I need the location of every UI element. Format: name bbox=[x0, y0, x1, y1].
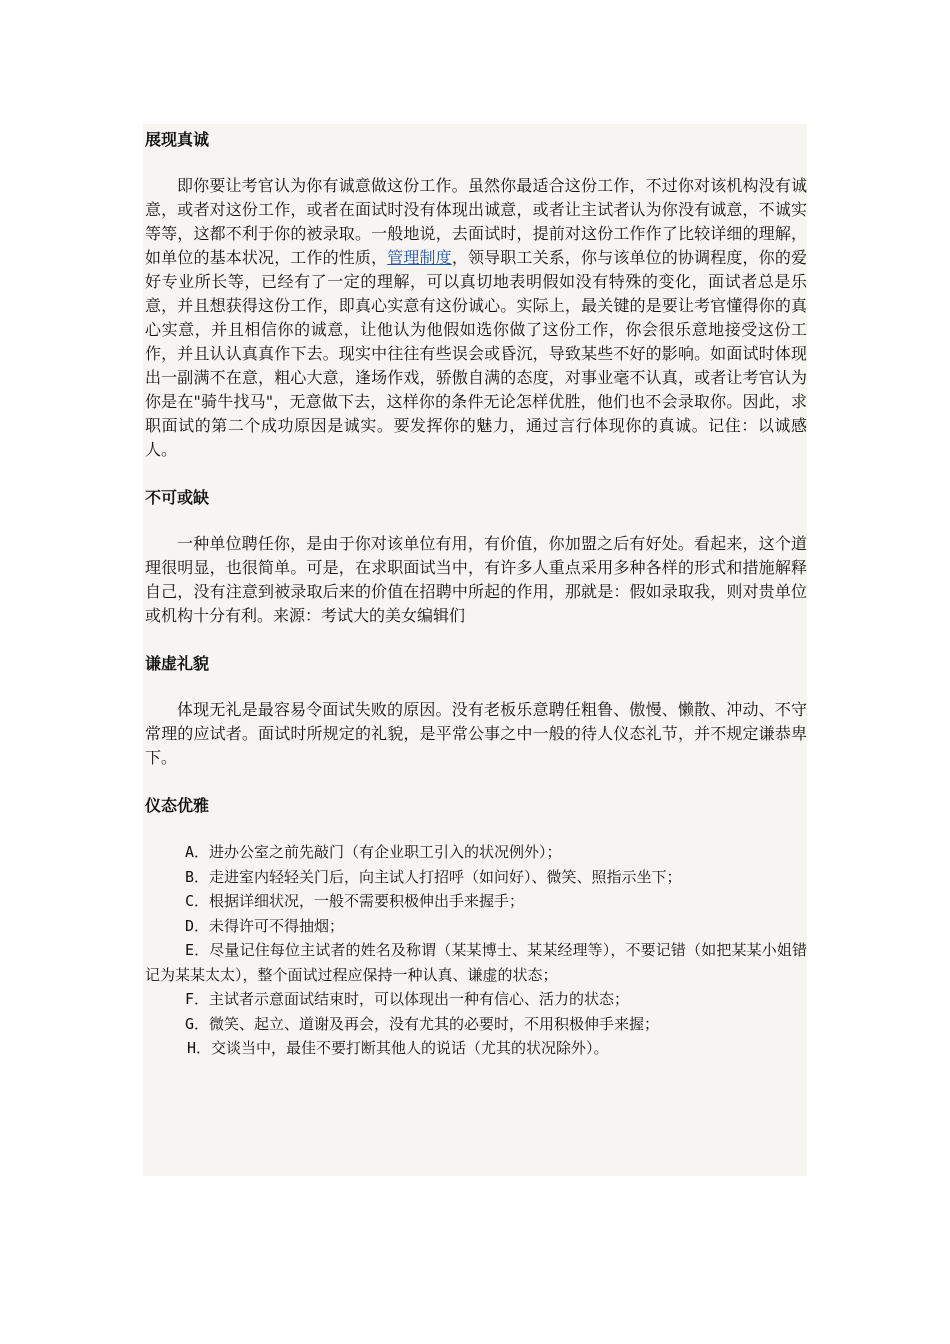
section-heading-sincerity: 展现真诚 bbox=[145, 130, 210, 149]
section-heading-elegance: 仪态优雅 bbox=[145, 796, 210, 815]
list-item: F．主试者示意面试结束时，可以体现出一种有信心、活力的状态； bbox=[185, 990, 630, 1008]
paragraph-text: 即你要让考官认为你有诚意做这份工作。虽然你最适合这份工作，不过你对该机构没有诚意，或者对这份工作，或者在面试时没有体现出诚意，或者让主试者认为你没有诚意，不诚实等等，这都不利于你的被录取。一般地说，去面试时，提前对这份工作作了比较详细的理解，如单位的基本状况，工作的性质， bbox=[145, 176, 807, 267]
list-item: G．微笑、起立、道谢及再会，没有尤其的必要时，不用积极伸手来握； bbox=[185, 1014, 660, 1033]
list-item: A．进办公室之前先敲门（有企业职工引入的状况例外）； bbox=[185, 843, 562, 861]
article-body bbox=[145, 124, 807, 1061]
section-paragraph-indispensable: 一种单位聘任你，是由于你对该单位有用，有价值，你加盟之后有好处。看起来，这个道理很明显，也很简单。可是，在求职面试当中，有许多人重点采用多种各样的形式和措施解释自己，没有注意到被录取后来的价值在招聘中所起的作用，那就是：假如录取我，则对贵单位或机构十分有利。来源：考试大的美女编辑们 bbox=[145, 534, 807, 625]
section-heading-courtesy: 谦虚礼貌 bbox=[145, 654, 210, 673]
list-item: C．根据详细状况，一般不需要积极伸出手来握手； bbox=[185, 892, 525, 910]
management-system-link[interactable]: 管理制度 bbox=[387, 248, 452, 267]
list-item: B．走进室内轻轻关门后，向主试人打招呼（如问好）、微笑、照指示坐下； bbox=[185, 867, 682, 886]
section-paragraph-sincerity bbox=[145, 174, 807, 462]
list-item: E．尽量记住每位主试者的姓名及称谓（某某博士、某某经理等），不要记错（如把某某小姐错记为某某太太），整个面试过程应保持一种认真、谦虚的状态； bbox=[145, 941, 807, 984]
section-paragraph-courtesy: 体现无礼是最容易令面试失败的原因。没有老板乐意聘任粗鲁、傲慢、懒散、冲动、不守常理的应试者。面试时所规定的礼貌，是平常公事之中一般的待人仪态礼节，并不规定谦恭卑下。 bbox=[145, 700, 807, 767]
etiquette-list bbox=[145, 840, 807, 1061]
list-item: H．交谈当中，最佳不要打断其他人的说话（尤其的状况除外）。 bbox=[187, 1039, 609, 1057]
list-item: D．未得许可不得抽烟； bbox=[185, 916, 345, 935]
section-heading-indispensable: 不可或缺 bbox=[145, 488, 210, 507]
paragraph-text: ，领导职工关系，你与该单位的协调程度，你的爱好专业所长等，已经有了一定的理解，可以真切地表明假如没有特殊的变化，面试者总是乐意，并且想获得这份工作，即真心实意有这份诚心。实际上，最关键的是要让考官懂得你的真心实意，并且相信你的诚意，让他认为他假如选你做了这份工作，你会很乐意地接受这份工作，并且认认真真作下去。现实中往往有些误会或昏沉，导致某些不好的影响。如面试时体现出一副满不在意，粗心大意，逢场作戏，骄傲自满的态度，对事业毫不认真，或者让考官认为你是在"骑牛找马"，无意做下去，这样你的条件无论怎样优胜，他们也不会录取你。因此，求职面试的第二个成功原因是诚实。要发挥你的魅力，通过言行体现你的真诚。记住：以诚感人。 bbox=[145, 248, 807, 459]
